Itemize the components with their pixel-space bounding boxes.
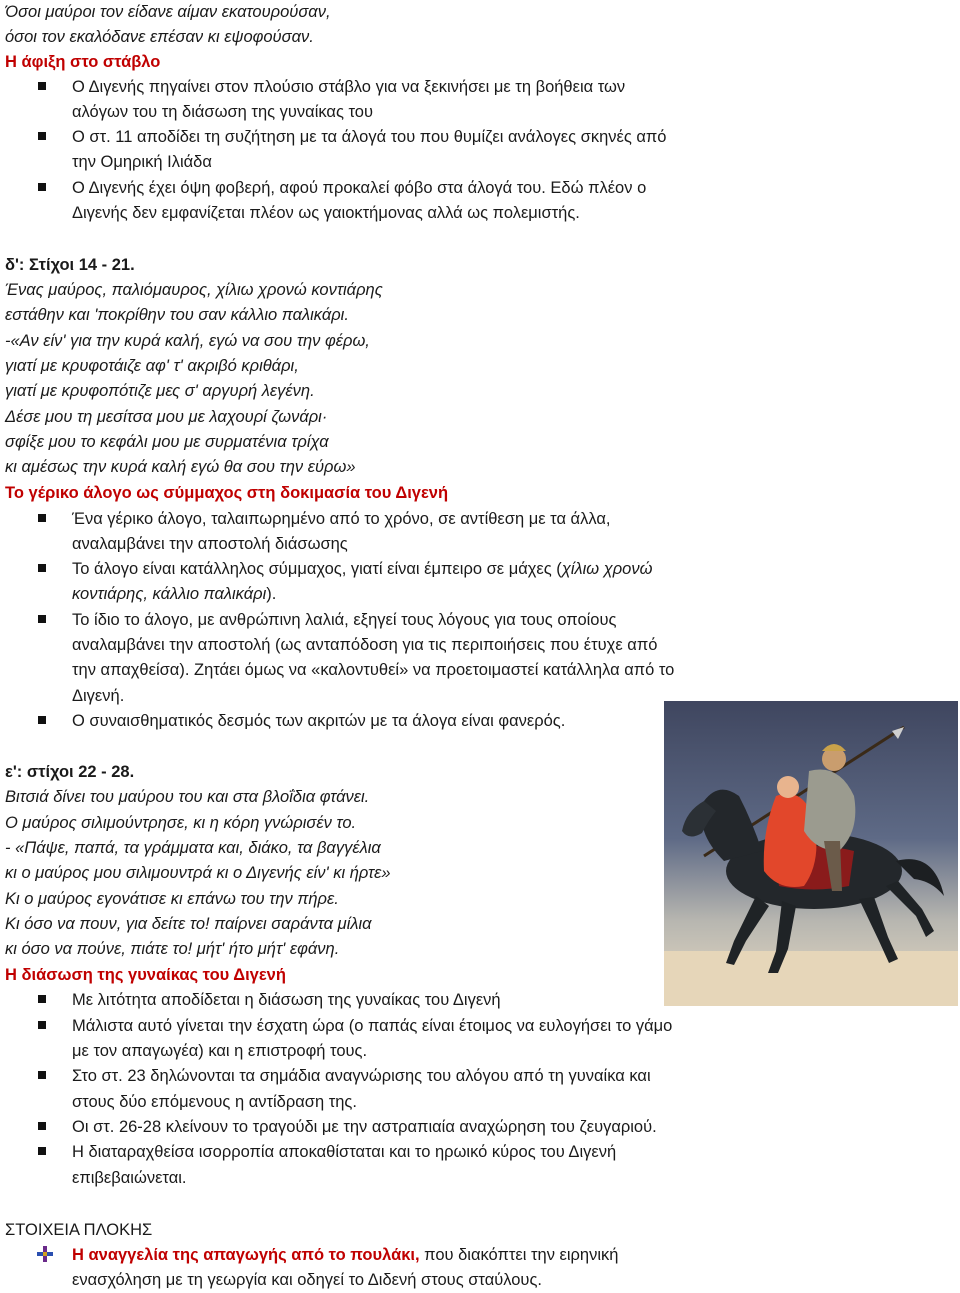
bullet-icon xyxy=(38,1021,46,1029)
verse-line: κι όσο να πούνε, πιάτε το! μήτ' ήτο μήτ' εφάνη. xyxy=(5,940,340,958)
bullet-text xyxy=(72,1243,618,1268)
digenis-rider-painting xyxy=(664,701,958,1006)
bullet-icon xyxy=(38,183,46,191)
verse-line: Ο μαύρος σιλιμούντρησε, κι η κόρη γνώρισέν το. xyxy=(5,814,357,832)
bullet-text: Στο στ. 23 δηλώνονται τα σημάδια αναγνώρισης του αλόγου από τη γυναίκα και xyxy=(72,1067,651,1085)
bullet-text: στους δύο επόμενους η αντίδραση της. xyxy=(72,1093,357,1111)
bullet-icon xyxy=(38,1122,46,1130)
bullet-text: αναλαμβάνει την αποστολή (ως ανταπόδοση για τις περιποιήσεις που έτυχε από xyxy=(72,636,658,654)
bullet-text: Η διαταραχθείσα ισορροπία αποκαθίσταται και το ηρωικό κύρος του Διγενή xyxy=(72,1143,617,1161)
bullet-icon xyxy=(38,1071,46,1079)
bullet-text-part: ). xyxy=(266,585,277,603)
verse-line: Δέσε μου τη μεσίτσα μου με λαχουρί ζωνάρι· xyxy=(5,408,328,426)
bullet-text-italic: κοντιάρης, κάλλιο παλικάρι xyxy=(72,585,267,603)
verse-line: Κι όσο να πουν, για δείτε το! παίρνει σαράντα μίλια xyxy=(5,915,372,933)
bullet-text xyxy=(72,557,652,582)
bullet-text: με τον απαγωγέα) και η επιστροφή τους. xyxy=(72,1042,368,1060)
verse-line: -«Αν είν' για την κυρά καλή, εγώ να σου την φέρω, xyxy=(5,332,370,350)
bullet-text: ενασχόληση με τη γεωργία και οδηγεί το Διδενή στους σταύλους. xyxy=(72,1271,542,1289)
bullet-text: Το ίδιο το άλογο, με ανθρώπινη λαλιά, εξηγεί τους λόγους για τους οποίους xyxy=(72,611,617,629)
bullet-text: Ο συναισθηματικός δεσμός των ακριτών με τα άλογα είναι φανερός. xyxy=(72,712,566,730)
woman-head xyxy=(777,776,799,798)
bullet-text: επιβεβαιώνεται. xyxy=(72,1169,187,1187)
bullet-text: Ο Διγενής έχει όψη φοβερή, αφού προκαλεί φόβο στα άλογά του. Εδώ πλέον ο xyxy=(72,179,647,197)
bullet-text: Με λιτότητα αποδίδεται η διάσωση της γυναίκας του Διγενή xyxy=(72,991,501,1009)
verse-line: κι ο μαύρος μου σιλιμουντρά κι ο Διγενής είν' κι ήρτε» xyxy=(5,864,391,882)
bullet-icon xyxy=(38,615,46,623)
bullet-text: Ο στ. 11 αποδίδει τη συζήτηση με τα άλογά του που θυμίζει ανάλογες σκηνές από xyxy=(72,128,667,146)
verse-line: - «Πάψε, παπά, τα γράμματα και, διάκο, τα βαγγέλια xyxy=(5,839,381,857)
bullet-text: αλόγων του τη διάσωση της γυναίκας του xyxy=(72,103,373,121)
bullet-text: αναλαμβάνει την αποστολή διάσωσης xyxy=(72,535,348,553)
bullet-icon xyxy=(38,716,46,724)
bullet-text: την απαχθείσα). Ζητάει όμως να «καλοντυθεί» να προετοιμαστεί κατάλληλα από το xyxy=(72,661,675,679)
section-heading: Η διάσωση της γυναίκας του Διγενή xyxy=(5,966,286,984)
verse-line: σφίξε μου το κεφάλι μου με συρματένια τρίχα xyxy=(5,433,329,451)
bullet-text: Μάλιστα αυτό γίνεται την έσχατη ώρα (ο παπάς είναι έτοιμος να ευλογήσει το γάμο xyxy=(72,1017,673,1035)
section-title: ε': στίχοι 22 - 28. xyxy=(5,763,135,781)
painting-ground xyxy=(664,951,958,1006)
plus-bullet-icon xyxy=(36,1245,54,1263)
bullet-text: Διγενή. xyxy=(72,687,125,705)
bullet-icon xyxy=(38,514,46,522)
bullet-text: Ο Διγενής πηγαίνει στον πλούσιο στάβλο για να ξεκινήσει με τη βοήθεια των xyxy=(72,78,626,96)
plot-item-highlight: Η αναγγελία της απαγωγής από το πουλάκι, xyxy=(72,1246,420,1264)
verse-line: γιατί με κρυφοτάιζε αφ' τ' ακριβό κριθάρι, xyxy=(5,357,299,375)
bullet-text xyxy=(72,582,276,607)
plot-item-text: που διακόπτει την ειρηνική xyxy=(419,1246,619,1264)
verse-line: Όσοι μαύροι τον είδανε αίμαν εκατουρούσαν, xyxy=(5,3,331,21)
section-title: ΣΤΟΙΧΕΙΑ ΠΛΟΚΗΣ xyxy=(5,1221,153,1239)
bullet-text-part: Το άλογο είναι κατάλληλος σύμμαχος, γιατί είναι έμπειρο σε μάχες ( xyxy=(72,560,562,578)
bullet-text-italic: χίλιω χρονώ xyxy=(561,560,653,578)
verse-line: όσοι τον εκαλόδανε επέσαν κι εψοφούσαν. xyxy=(5,28,314,46)
verse-line: κι αμέσως την κυρά καλή εγώ θα σου την εύρω» xyxy=(5,458,356,476)
section-title: δ': Στίχοι 14 - 21. xyxy=(5,256,135,274)
verse-line: γιατί με κρυφοπότιζε μες σ' αργυρή λεγένη. xyxy=(5,382,315,400)
bullet-icon xyxy=(38,132,46,140)
bullet-icon xyxy=(38,995,46,1003)
verse-line: Κι ο μαύρος εγονάτισε κι επάνω του την πήρε. xyxy=(5,890,339,908)
section-heading: Η άφιξη στο στάβλο xyxy=(5,53,161,71)
bullet-icon xyxy=(38,82,46,90)
bullet-text: Ένα γέρικο άλογο, ταλαιπωρημένο από το χρόνο, σε αντίθεση με τα άλλα, xyxy=(72,510,611,528)
bullet-text: Διγενής δεν εμφανίζεται πλέον ως γαιοκτήμονας αλλά ως πολεμιστής. xyxy=(72,204,580,222)
bullet-icon xyxy=(38,1147,46,1155)
verse-line: Βιτσιά δίνει του μαύρου του και στα βλοΐδια φτάνει. xyxy=(5,788,370,806)
verse-line: Ένας μαύρος, παλιόμαυρος, χίλιω χρονώ κοντιάρης xyxy=(5,281,383,299)
bullet-icon xyxy=(38,564,46,572)
verse-line: εστάθην και 'ποκρίθην του σαν κάλλιο παλικάρι. xyxy=(5,306,349,324)
bullet-text: την Ομηρική Ιλιάδα xyxy=(72,153,212,171)
bullet-text: Οι στ. 26-28 κλείνουν το τραγούδι με την αστραπιαία αναχώρηση του ζευγαριού. xyxy=(72,1118,657,1136)
section-heading: Το γέρικο άλογο ως σύμμαχος στη δοκιμασία του Διγενή xyxy=(5,484,449,502)
